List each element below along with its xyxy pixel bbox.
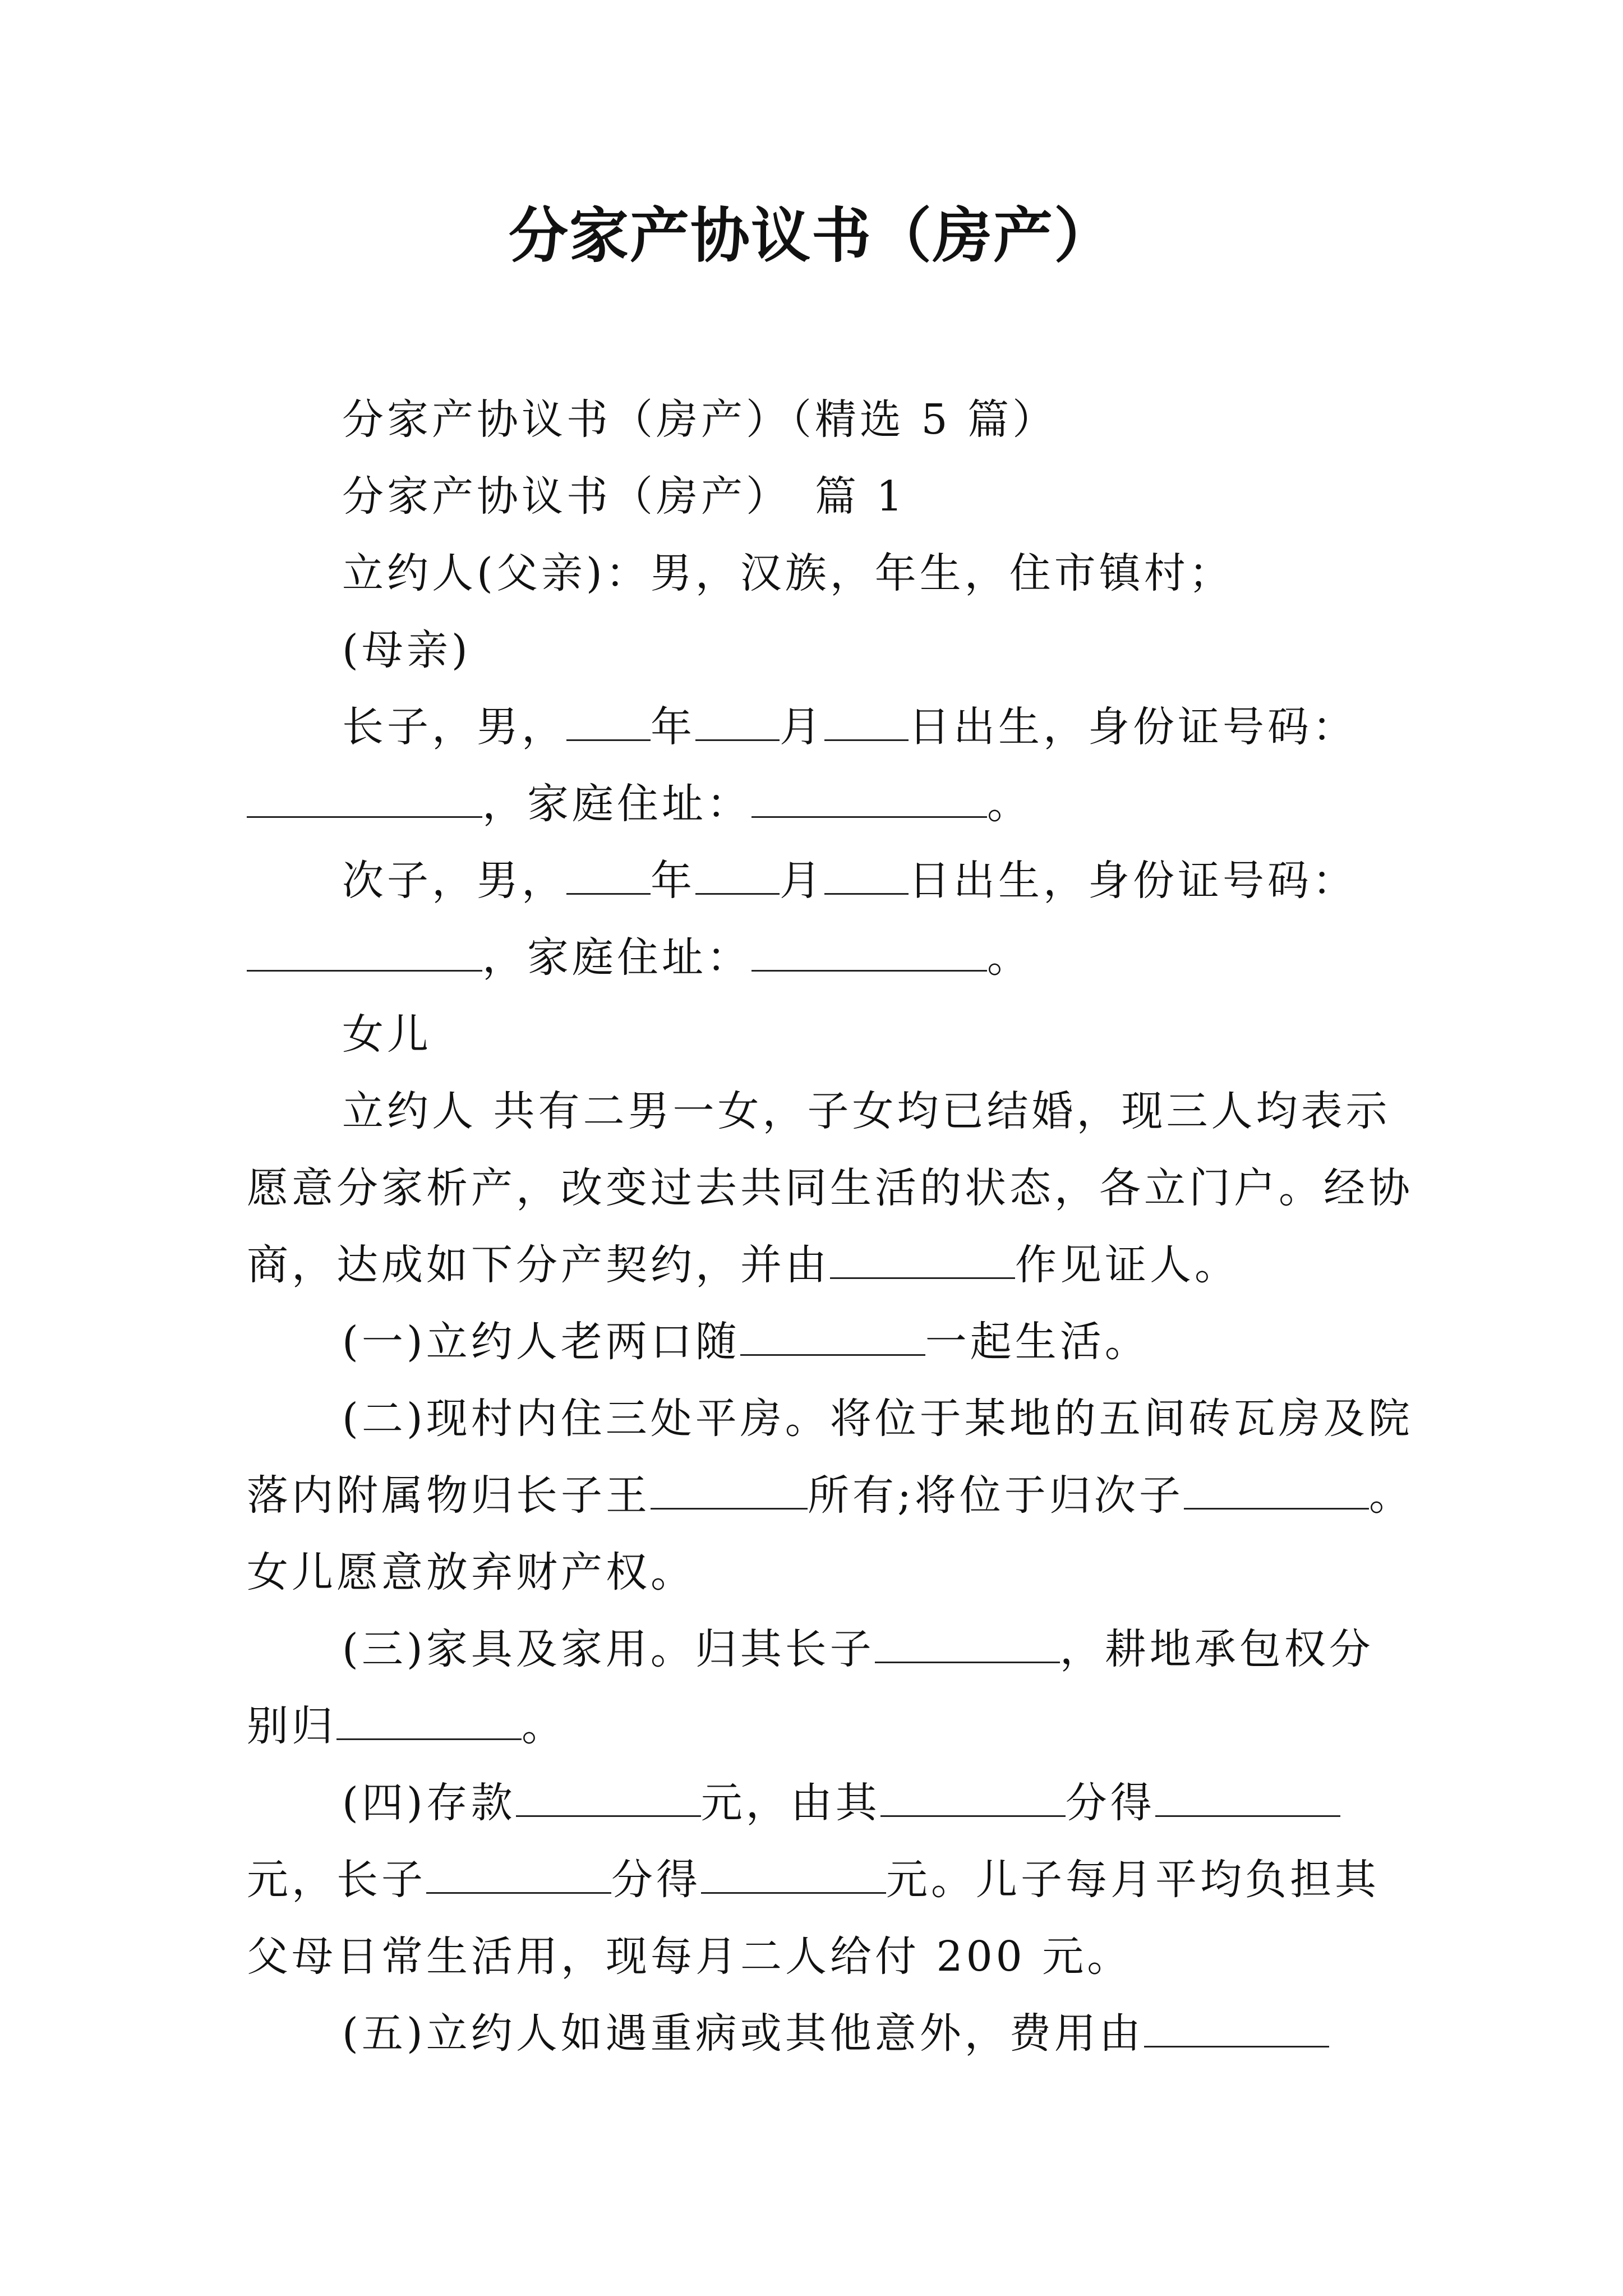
day-blank (824, 859, 909, 895)
amount-blank (701, 1858, 886, 1894)
clause-2-line-3: 女儿愿意放弃财产权。 (247, 1548, 695, 1596)
address-blank (751, 936, 987, 972)
year-blank (566, 859, 651, 895)
month-blank (695, 706, 780, 741)
eldest-son-line-1: 长子，男， 年 月 日出生，身份证号码： (342, 703, 1357, 751)
second-son-line-1: 次子，男， 年 月 日出生，身份证号码： (342, 857, 1357, 905)
id-number-blank (247, 783, 482, 818)
clause-3-line-2: 别归 。 (247, 1702, 566, 1750)
land-right-blank (336, 1705, 522, 1740)
year-blank (566, 706, 651, 741)
id-number-blank (247, 936, 482, 972)
document-title: 分家产协议书（房产） (509, 200, 1114, 270)
expense-bearer-blank (1144, 2012, 1329, 2047)
deposit-blank (516, 1782, 701, 1817)
clause-1: (一)立约人老两口随 一起生活。 (342, 1318, 1150, 1366)
paragraph-intro-1: 立约人 共有二男一女，子女均已结婚，现三人均表示 (342, 1087, 1391, 1135)
eldest-son-blank (426, 1858, 611, 1894)
clause-2-line-1: (二)现村内住三处平房。将位于某地的五间砖瓦房及院 (342, 1395, 1413, 1443)
daughter-line: 女儿 (342, 1010, 432, 1059)
eldest-son-line-2: ，家庭住址： 。 (247, 766, 1385, 843)
month-blank (695, 859, 780, 895)
second-son-line-2: ，家庭住址： 。 (247, 919, 1385, 996)
day-blank (824, 706, 909, 741)
amount-blank (1155, 1782, 1340, 1817)
live-with-blank (740, 1320, 925, 1356)
party-mother: (母亲) (342, 626, 471, 674)
clause-4-line-3: 父母日常生活用，现每月二人给付 200 元。 (247, 1932, 1132, 1981)
paragraph-intro-2: 愿意分家析产，改变过去共同生活的状态，各立门户。经协 (247, 1164, 1413, 1212)
witness-blank (830, 1244, 1015, 1279)
clause-4-line-1: (四)存款 元，由其 分得 (247, 1765, 1385, 1842)
subtitle-line: 分家产协议书（房产）（精选 5 篇） (342, 395, 1058, 444)
section-heading: 分家产协议书（房产） 篇 1 (342, 472, 906, 521)
furniture-blank (875, 1628, 1060, 1663)
clause-2-line-2: 落内附属物归长子王 所有;将位于归次子 。 (247, 1471, 1414, 1520)
clause-3-line-1: (三)家具及家用。归其长子 ，耕地承包权分 (342, 1625, 1374, 1673)
paragraph-intro-3: 商，达成如下分产契约，并由 作见证人。 (247, 1241, 1239, 1289)
party-father: 立约人(父亲)：男，汉族，年生，住市镇村； (342, 549, 1234, 597)
recipient-blank (880, 1782, 1066, 1817)
eldest-son-name-blank (651, 1474, 808, 1510)
clause-4-line-2: 元，长子 分得 元。儿子每月平均负担其 (247, 1856, 1380, 1904)
document-body (247, 381, 1414, 2072)
clause-5-line-1: (五)立约人如遇重病或其他意外，费用由 (247, 1995, 1385, 2072)
second-son-blank (1184, 1474, 1369, 1510)
address-blank (751, 783, 987, 818)
